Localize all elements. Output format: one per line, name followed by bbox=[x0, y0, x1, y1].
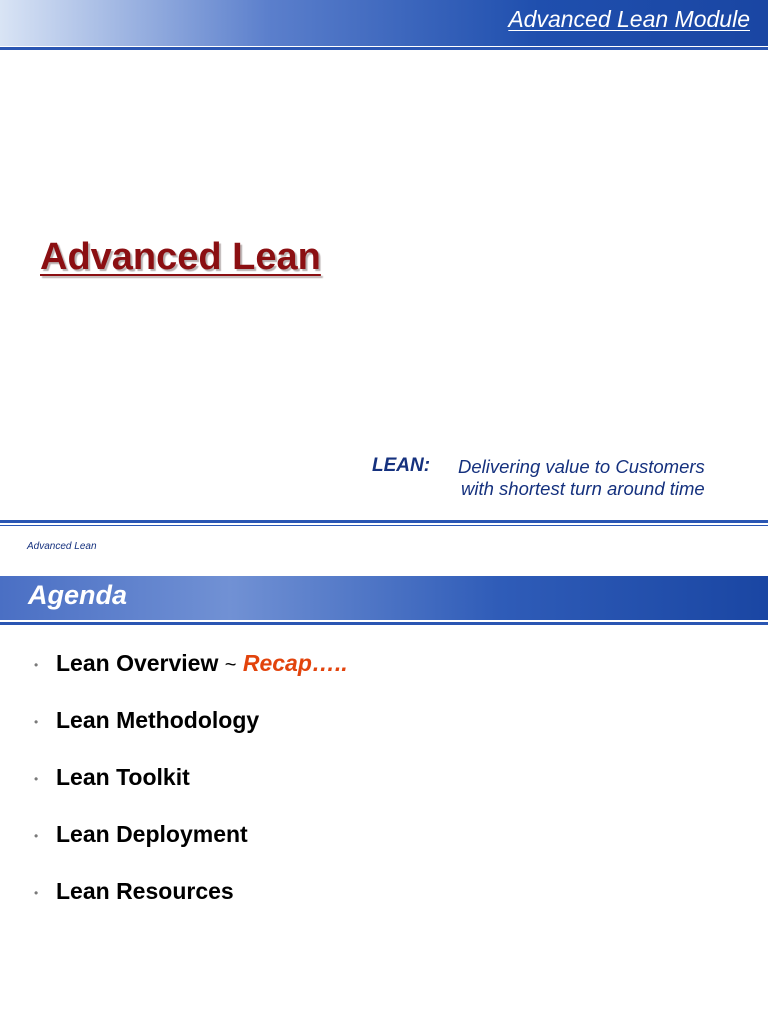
footer-label: Advanced Lean bbox=[27, 541, 97, 552]
slide1-bottom-rule bbox=[0, 520, 768, 523]
bullet-icon: • bbox=[34, 658, 39, 672]
agenda-item-label: Lean Overview bbox=[56, 650, 219, 676]
slide-title: Advanced Lean bbox=[40, 236, 321, 278]
agenda-item-label: Lean Methodology bbox=[56, 707, 260, 733]
slide2-header-rule bbox=[0, 622, 768, 625]
module-title: Advanced Lean Module bbox=[508, 6, 750, 32]
slide1-header-rule bbox=[0, 47, 768, 50]
agenda-item-label: Lean Resources bbox=[56, 878, 234, 904]
lean-definition-line1: Delivering value to Customers bbox=[458, 456, 705, 477]
lean-definition-line2: with shortest turn around time bbox=[461, 478, 705, 499]
agenda-item-label: Lean Toolkit bbox=[56, 764, 190, 790]
bullet-icon: • bbox=[34, 886, 39, 900]
bullet-icon: • bbox=[34, 772, 39, 786]
bullet-icon: • bbox=[34, 829, 39, 843]
bullet-icon: • bbox=[34, 715, 39, 729]
lean-key-label: LEAN: bbox=[372, 455, 431, 476]
slide1-bottom-rule-thin bbox=[0, 525, 768, 526]
agenda-title: Agenda bbox=[28, 580, 128, 610]
agenda-item-separator: ~ bbox=[224, 654, 237, 676]
agenda-item-recap: Recap….. bbox=[242, 650, 348, 676]
lean-definition bbox=[458, 456, 705, 500]
agenda-item-label: Lean Deployment bbox=[56, 821, 248, 847]
